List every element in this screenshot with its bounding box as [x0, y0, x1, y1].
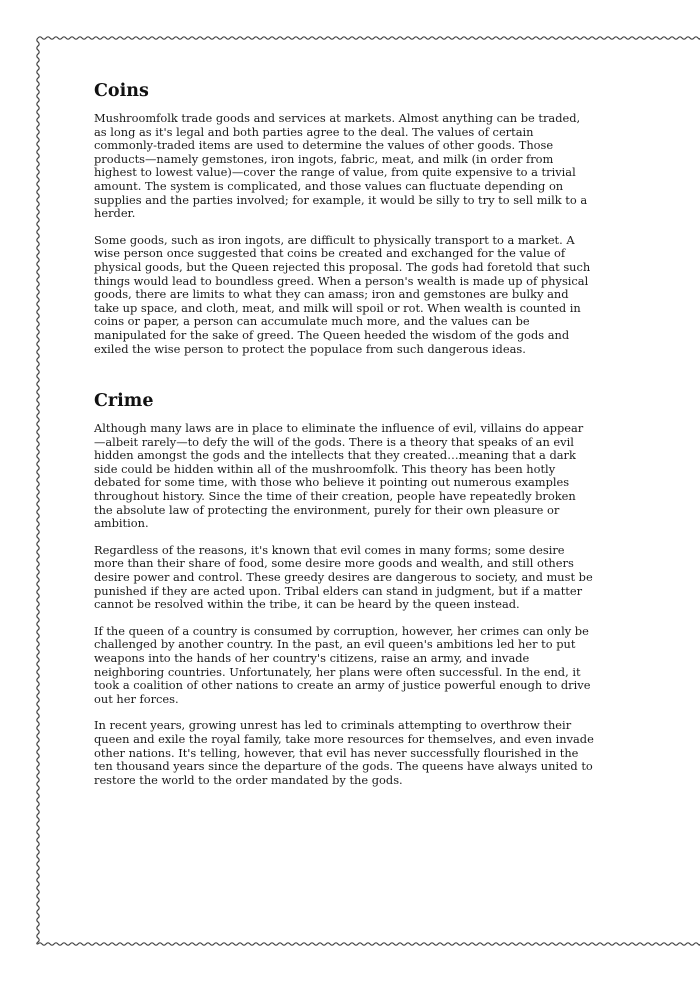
section-heading-coins: Coins [94, 81, 149, 101]
border-bottom-wave [38, 943, 700, 945]
section-heading-crime: Crime [94, 391, 154, 412]
crime-paragraph: If the queen of a country is consumed by corruption, however, her crimes can only be challenged by another country. In the past, an evil queen's ambitions led her to put weapons into the hands of her country's citizens, raise an army, and invade neighboring countries. Unfortunately, her plans were often successful. In the end, it took a coalition of other nations to create an army of justice powerful enough to drive out her forces. [94, 623, 591, 706]
crime-paragraph: Regardless of the reasons, it's known that evil comes in many forms; some desire more than their share of food, some desire more goods and wealth, and still others desire power and control. These greedy desires are dangerous to society, and must be punished if they are acted upon. Tribal elders can stand in judgment, but if a matter cannot be resolved within the tribe, it can be heard by the queen instead. [94, 542, 593, 612]
border-top-wave [38, 37, 700, 39]
crime-paragraph: Although many laws are in place to eliminate the influence of evil, villains do appear—albeit rarely—to defy the will of the gods. There is a theory that speaks of an evil hidden amongst the gods and the intellects that they created…meaning that a dark side could be hidden within all of the mushroomfolk. This theory has been hotly debated for some time, with those who believe it pointing out numerous examples throughout history. Since the time of their creation, people have repeatedly broken the absolute law of protecting the environment, purely for their own pleasure or ambition. [94, 421, 584, 531]
border-left-wave [37, 38, 39, 944]
coins-paragraph: Some goods, such as iron ingots, are difficult to physically transport to a market. A wise person once suggested that coins be created and exchanged for the value of physical goods, but the Queen rejected this proposal. The gods had foretold that such things would lead to boundless greed. When a person's wealth is made up of physical goods, there are limits to what they can amass; iron and gemstones are bulky and take up space, and cloth, meat, and milk will spoil or rot. When wealth is counted in coins or paper, a person can accumulate much more, and the values can be manipulated for the sake of greed. The Queen heeded the wisdom of the gods and exiled the wise person to protect the populace from such dangerous ideas. [94, 232, 591, 356]
coins-paragraph: Mushroomfolk trade goods and services at markets. Almost anything can be traded, as long as it's legal and both parties agree to the deal. The values of certain commonly-traded items are used to determine the values of other goods. Those products—namely gemstones, iron ingots, fabric, meat, and milk (in order from highest to lowest value)—cover the range of value, from quite expensive to a trivial amount. The system is complicated, and those values can fluctuate depending on supplies and the parties involved; for example, it would be silly to try to sell milk to a herder. [94, 111, 588, 221]
crime-paragraph: In recent years, growing unrest has led to criminals attempting to overthrow their queen and exile the royal family, take more resources for themselves, and even invade other nations. It's telling, however, that evil has never successfully flourished in the ten thousand years since the departure of the gods. The queens have always united to restore the world to the order mandated by the gods. [94, 718, 594, 787]
section-coins [94, 80, 594, 356]
section-crime [94, 390, 594, 787]
page-content [94, 80, 594, 787]
